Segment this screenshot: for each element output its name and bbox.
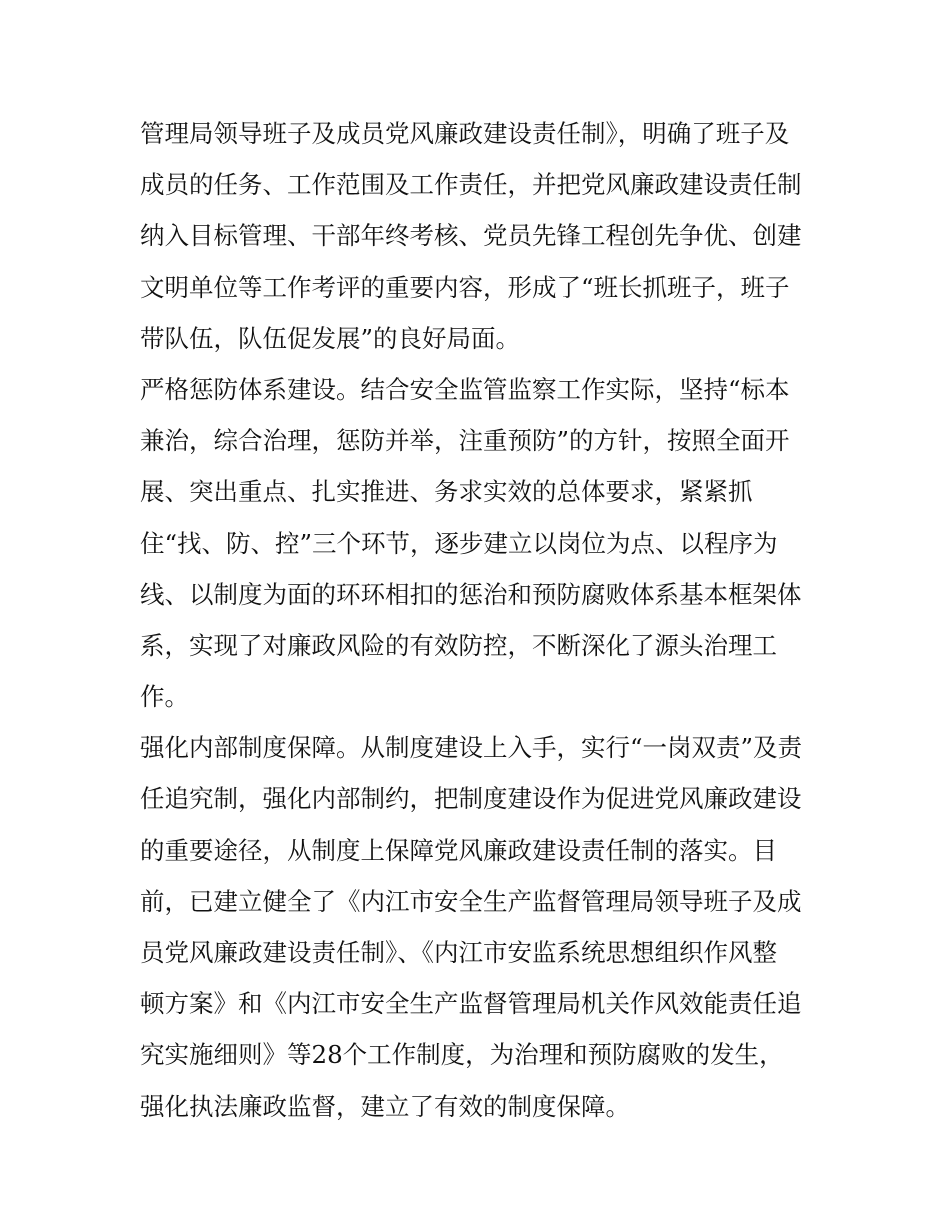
text-line: 作。 bbox=[140, 682, 189, 712]
text-line: 成员的任务、工作范围及工作责任，并把党风廉政建设责任制 bbox=[140, 170, 802, 200]
paragraph-responsibility-system bbox=[140, 108, 820, 364]
paragraph-internal-rules bbox=[140, 722, 820, 1132]
text-line: 系，实现了对廉政风险的有效防控，不断深化了源头治理工 bbox=[140, 630, 777, 660]
text-line: 员党风廉政建设责任制》、《内江市安监系统思想组织作风整 bbox=[140, 938, 777, 967]
text-line: 的重要途径，从制度上保障党风廉政建设责任制的落实。目 bbox=[140, 835, 777, 865]
text-line: 纳入目标管理、干部年终考核、党员先锋工程创先争优、创建 bbox=[140, 221, 802, 251]
paragraph-prevention-system bbox=[140, 364, 820, 722]
document-body bbox=[140, 108, 820, 1132]
text-line: 顿方案》和《内江市安全生产监督管理局机关作风效能责任追 bbox=[140, 989, 802, 1019]
text-line: 严格惩防体系建设。结合安全监管监察工作实际，坚持“标本 bbox=[140, 374, 790, 404]
text-line: 强化内部制度保障。从制度建设上入手，实行“一岗双责”及责 bbox=[140, 733, 803, 763]
text-line: 住“找、防、控”三个环节，逐步建立以岗位为点、以程序为 bbox=[140, 528, 778, 558]
text-line: 强化执法廉政监督，建立了有效的制度保障。 bbox=[140, 1091, 630, 1121]
text-line: 任追究制，强化内部制约，把制度建设作为促进党风廉政建设 bbox=[140, 784, 802, 814]
text-line: 展、突出重点、扎实推进、务求实效的总体要求，紧紧抓 bbox=[140, 477, 753, 507]
text-line: 管理局领导班子及成员党风廉政建设责任制》，明确了班子及 bbox=[140, 119, 790, 148]
text-line: 带队伍，队伍促发展”的良好局面。 bbox=[140, 323, 521, 353]
text-line: 前，已建立健全了《内江市安全生产监督管理局领导班子及成 bbox=[140, 886, 802, 916]
text-line: 究实施细则》等28个工作制度，为治理和预防腐败的发生， bbox=[140, 1040, 784, 1070]
text-line: 线、以制度为面的环环相扣的惩治和预防腐败体系基本框架体 bbox=[140, 579, 802, 609]
text-line: 文明单位等工作考评的重要内容，形成了“班长抓班子，班子 bbox=[140, 272, 790, 302]
text-line: 兼治，综合治理，惩防并举，注重预防”的方针，按照全面开 bbox=[140, 426, 790, 456]
